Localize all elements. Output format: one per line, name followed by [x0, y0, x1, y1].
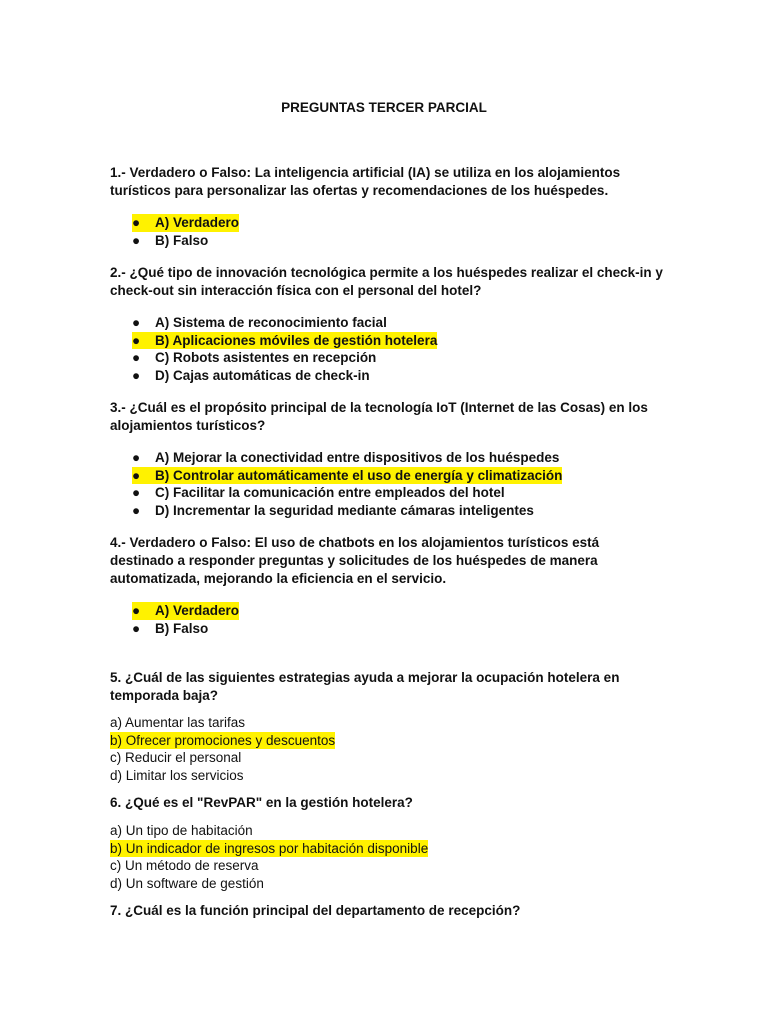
- option-item: [132, 467, 562, 485]
- question-6-options: [110, 822, 428, 893]
- bullet-icon: ●: [132, 368, 141, 384]
- option-item: [132, 484, 562, 502]
- bullet-icon: ●: [132, 503, 141, 519]
- page-title: PREGUNTAS TERCER PARCIAL: [281, 100, 487, 115]
- option-label: A) Verdadero: [155, 603, 240, 618]
- bullet-icon: ●: [132, 215, 141, 230]
- question-1-options: [132, 214, 239, 249]
- option-label: A) Verdadero: [155, 215, 240, 230]
- question-3-options: [132, 449, 562, 520]
- option-item: [132, 232, 239, 250]
- option-label: c) Un método de reserva: [110, 858, 259, 874]
- option-label: b) Ofrecer promociones y descuentos: [110, 732, 336, 748]
- option-label: A) Sistema de reconocimiento facial: [155, 315, 387, 330]
- option-label: C) Robots asistentes en recepción: [155, 350, 377, 366]
- option-label: A) Mejorar la conectividad entre dispositivos de los huéspedes: [155, 450, 560, 465]
- option-label: a) Aumentar las tarifas: [110, 715, 246, 730]
- option-label: B) Falso: [155, 620, 209, 636]
- option-item: [132, 214, 239, 232]
- option-label: D) Incrementar la seguridad mediante cámaras inteligentes: [155, 503, 534, 519]
- bullet-icon: ●: [132, 450, 141, 465]
- option-item: [132, 602, 239, 620]
- bullet-icon: ●: [132, 332, 141, 348]
- bullet-icon: ●: [132, 485, 141, 501]
- bullet-icon: ●: [132, 467, 141, 483]
- option-label: B) Aplicaciones móviles de gestión hotelera: [155, 332, 438, 348]
- option-label: D) Cajas automáticas de check-in: [155, 368, 370, 384]
- question-6-text: 6. ¿Qué es el "RevPAR" en la gestión hotelera?: [110, 795, 413, 810]
- option-label: d) Un software de gestión: [110, 876, 264, 892]
- option-label: d) Limitar los servicios: [110, 768, 244, 784]
- option-label: C) Facilitar la comunicación entre empleados del hotel: [155, 485, 505, 501]
- option-label: a) Un tipo de habitación: [110, 823, 253, 838]
- bullet-icon: ●: [132, 620, 141, 636]
- question-7-text: 7. ¿Cuál es la función principal del departamento de recepción?: [110, 903, 521, 918]
- option-label: b) Un indicador de ingresos por habitación disponible: [110, 840, 429, 856]
- option-item: [132, 367, 437, 385]
- option-label: c) Reducir el personal: [110, 750, 242, 766]
- option-label: B) Falso: [155, 232, 209, 248]
- bullet-icon: ●: [132, 315, 141, 330]
- question-4-text: 4.- Verdadero o Falso: El uso de chatbots en los alojamientos turísticos está destinado a responder preguntas y solicitudes de los huéspedes de manera automatizada, mejorando la eficiencia en el servicio.: [110, 535, 600, 586]
- option-item: [132, 349, 437, 367]
- bullet-icon: ●: [132, 232, 141, 248]
- option-item: [132, 332, 437, 350]
- question-2-options: [132, 314, 437, 385]
- question-5-text: 5. ¿Cuál de las siguientes estrategias ayuda a mejorar la ocupación hotelera en temporada baja?: [110, 670, 620, 703]
- option-label: B) Controlar automáticamente el uso de energía y climatización: [155, 467, 563, 483]
- question-4-options: [132, 602, 239, 637]
- option-item: [132, 620, 239, 638]
- bullet-icon: ●: [132, 603, 141, 618]
- question-1-text: 1.- Verdadero o Falso: La inteligencia artificial (IA) se utiliza en los alojamientos turísticos para personalizar las ofertas y recomendaciones de los huéspedes.: [110, 165, 621, 198]
- question-3-text: 3.- ¿Cuál es el propósito principal de la tecnología IoT (Internet de las Cosas) en los alojamientos turísticos?: [110, 400, 648, 433]
- option-item: [132, 449, 562, 467]
- option-item: [132, 314, 437, 332]
- option-item: [132, 502, 562, 520]
- question-2-text: 2.- ¿Qué tipo de innovación tecnológica permite a los huéspedes realizar el check-in y check-out sin interacción física con el personal del hotel?: [110, 265, 663, 298]
- question-5-options: [110, 714, 335, 785]
- bullet-icon: ●: [132, 350, 141, 366]
